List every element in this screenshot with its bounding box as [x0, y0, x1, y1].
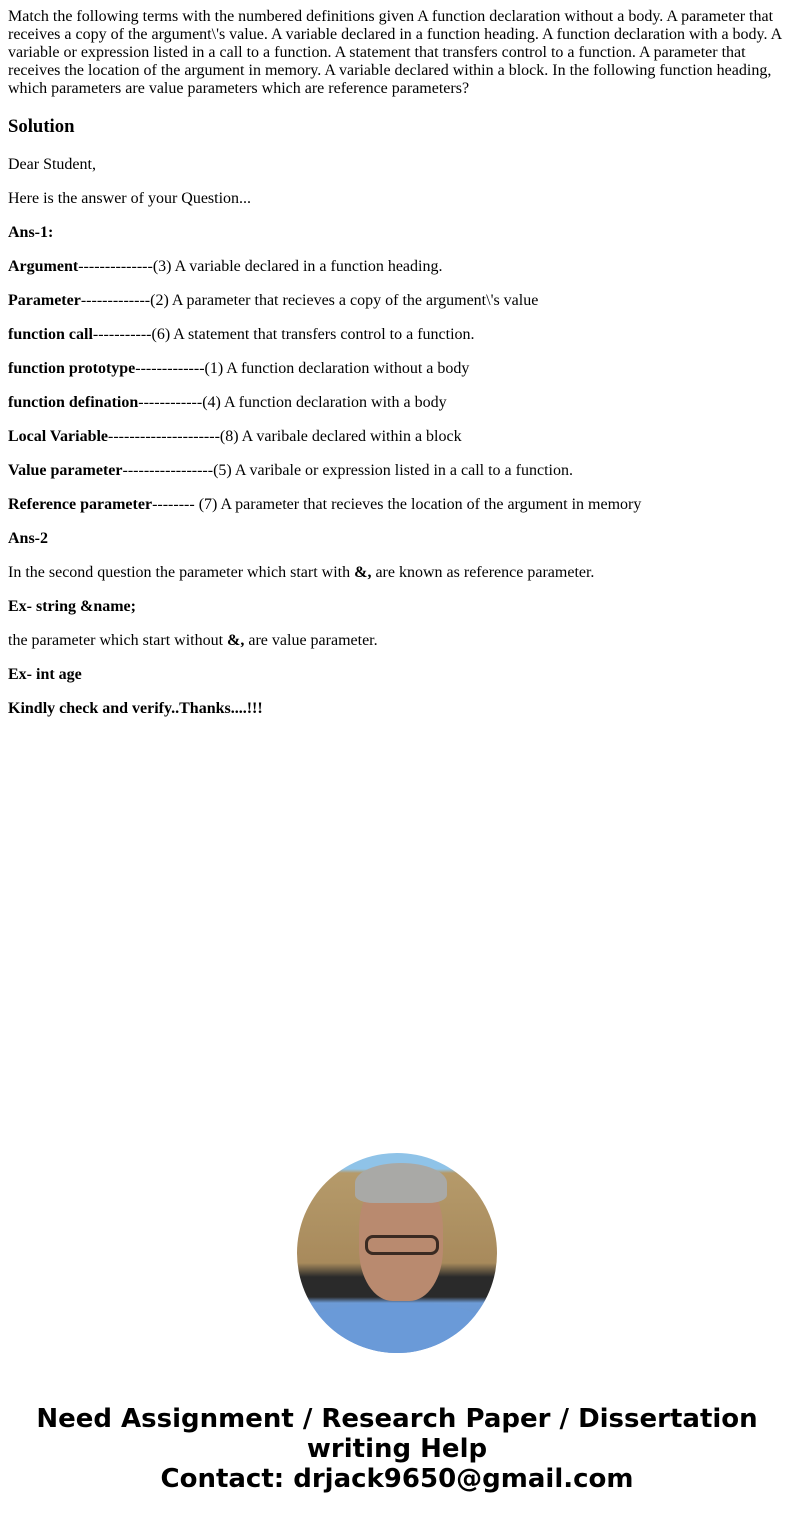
greeting: Dear Student, [8, 156, 96, 173]
match-item [8, 428, 786, 446]
ans1-label: Ans-1: [8, 224, 54, 241]
match-term: Local Variable [8, 428, 109, 445]
closing: Kindly check and verify..Thanks....!!! [8, 700, 263, 717]
footer-line: Need Assignment / Research Paper / Dissertation [36, 1404, 758, 1434]
example-value: Ex- int age [8, 666, 82, 683]
match-item [8, 394, 786, 412]
match-item [8, 326, 786, 344]
ans2-text-after: are known as reference parameter. [371, 564, 595, 581]
intro: Here is the answer of your Question... [8, 190, 252, 207]
match-definition: -------------(1) A function declaration without a body [135, 360, 470, 377]
value-text [8, 632, 786, 650]
example-reference: Ex- string &name; [8, 598, 136, 615]
ans2-text-before: In the second question the parameter which start with [8, 564, 355, 581]
match-item [8, 258, 786, 276]
match-definition: ---------------------(8) A varibale declared within a block [108, 428, 462, 445]
match-item [8, 360, 786, 378]
glasses-shape [365, 1235, 439, 1255]
match-definition: -------- (7) A parameter that recieves the location of the argument in memory [152, 496, 642, 513]
match-term: Argument [8, 258, 79, 275]
solution-heading: Solution [8, 116, 75, 137]
match-item [8, 462, 786, 480]
ampersand-symbol: &, [354, 564, 372, 581]
match-definition: --------------(3) A variable declared in a function heading. [78, 258, 443, 275]
match-definition: -------------(2) A parameter that recieves a copy of the argument\'s value [80, 292, 539, 309]
ans2-label: Ans-2 [8, 530, 49, 547]
match-item [8, 496, 786, 514]
footer-contact: Contact: drjack9650@gmail.com [160, 1464, 634, 1494]
match-definition: -----------(6) A statement that transfers control to a function. [92, 326, 475, 343]
contact-footer [0, 1404, 794, 1494]
match-term: function defination [8, 394, 139, 411]
ans2-text [8, 564, 786, 582]
match-definition: -----------------(5) A varibale or expression listed in a call to a function. [122, 462, 573, 479]
match-term: Reference parameter [8, 496, 153, 513]
value-text-after: are value parameter. [244, 632, 378, 649]
match-term: function prototype [8, 360, 136, 377]
match-term: function call [8, 326, 93, 343]
match-item [8, 292, 786, 310]
match-term: Value parameter [8, 462, 123, 479]
ampersand-symbol: &, [227, 632, 245, 649]
value-text-before: the parameter which start without [8, 632, 228, 649]
author-photo [297, 1153, 497, 1353]
question-text: Match the following terms with the numbered definitions given A function declaration without a body. A parameter that receives a copy of the argument\'s value. A variable declared in a function heading. A function declaration with a body. A variable or expression listed in a call to a function. A statement that transfers control to a function. A parameter that receives the location of the argument in memory. A variable declared within a block. In the following function heading, which parameters are value parameters which are reference parameters? [8, 8, 782, 97]
footer-line: writing Help [306, 1434, 488, 1464]
match-definition: ------------(4) A function declaration with a body [138, 394, 447, 411]
document-body [0, 0, 794, 718]
match-term: Parameter [8, 292, 81, 309]
